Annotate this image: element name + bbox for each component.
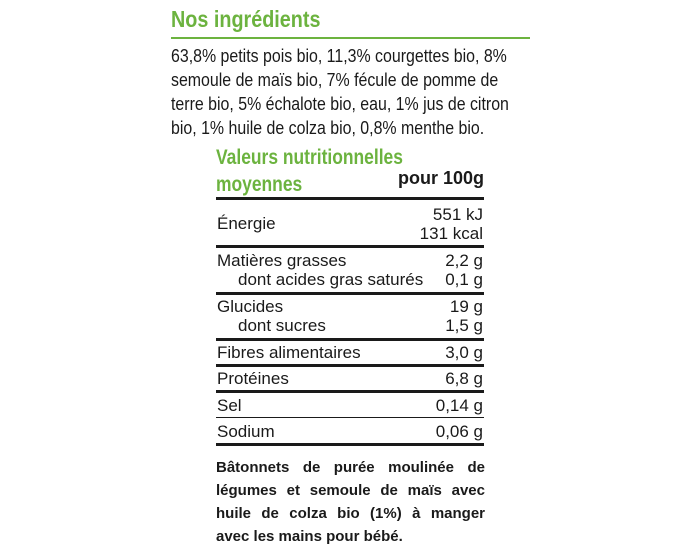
- ingredients-line: bio, 1% huile de colza bio, 0,8% menthe bio.: [171, 118, 485, 138]
- energy-label: Énergie: [217, 214, 276, 233]
- description-word: manger: [430, 505, 485, 522]
- saturated-fat-label: dont acides gras saturés: [238, 270, 424, 289]
- sodium-label: Sodium: [217, 422, 275, 441]
- description-word: et: [286, 482, 300, 499]
- description-word: bio: [337, 505, 360, 522]
- description-line: [216, 456, 485, 479]
- energy-kj-value: 551 kJ: [432, 205, 483, 224]
- fat-value: 2,2 g: [445, 251, 483, 270]
- description-word: colza: [289, 505, 327, 522]
- table-rule: [216, 245, 484, 248]
- product-description: [216, 456, 485, 548]
- description-word: de: [302, 459, 321, 476]
- carbs-label: Glucides: [217, 297, 284, 316]
- description-line: [216, 502, 485, 525]
- ingredients-line: semoule de maïs bio, 7% fécule de pomme de: [171, 70, 499, 90]
- energy-kcal-value: 131 kcal: [419, 224, 483, 243]
- salt-label: Sel: [217, 396, 242, 415]
- description-word: de: [261, 505, 279, 522]
- ingredients-list: [171, 44, 531, 140]
- protein-label: Protéines: [217, 369, 289, 388]
- table-rule-bottom: [216, 443, 484, 446]
- salt-value: 0,14 g: [435, 396, 483, 415]
- protein-value: 6,8 g: [445, 369, 483, 388]
- description-word: Bâtonnets: [216, 459, 290, 476]
- ingredients-line: 63,8% petits pois bio, 11,3% courgettes bio, 8%: [171, 46, 507, 66]
- ingredients-line: terre bio, 5% échalote bio, eau, 1% jus de citron: [171, 94, 509, 114]
- fibre-label: Fibres alimentaires: [217, 343, 361, 362]
- description-line: [216, 479, 485, 502]
- table-rule: [216, 390, 484, 393]
- fibre-value: 3,0 g: [445, 343, 483, 362]
- ingredients-title: Nos ingrédients: [171, 6, 321, 32]
- description-word: maïs: [407, 482, 442, 499]
- table-rule: [216, 417, 484, 418]
- description-word: (1%): [370, 505, 402, 522]
- fat-label: Matières grasses: [217, 251, 347, 270]
- description-word: moulinée: [388, 459, 454, 476]
- table-rule: [216, 338, 484, 341]
- ingredients-divider: [171, 37, 530, 39]
- table-rule: [216, 292, 484, 295]
- description-word: semoule: [309, 482, 371, 499]
- description-word: huile: [216, 505, 252, 522]
- table-rule-top: [216, 197, 484, 200]
- description-word: avec les mains pour bébé.: [216, 528, 403, 545]
- description-word: légumes: [216, 482, 277, 499]
- nutrition-title-line: Valeurs nutritionnelles: [216, 146, 403, 169]
- sodium-value: 0,06 g: [435, 422, 483, 441]
- description-word: purée: [333, 459, 375, 476]
- sugars-value: 1,5 g: [445, 316, 483, 335]
- description-word: avec: [451, 482, 485, 499]
- description-line: [216, 525, 485, 548]
- description-word: de: [467, 459, 485, 476]
- description-word: de: [380, 482, 398, 499]
- saturated-fat-value: 0,1 g: [445, 270, 483, 289]
- description-word: à: [412, 505, 421, 522]
- sugars-label: dont sucres: [238, 316, 326, 335]
- carbs-value: 19 g: [449, 297, 483, 316]
- nutrition-title-line: moyennes: [216, 173, 303, 196]
- table-rule: [216, 364, 484, 367]
- per-100g-header: pour 100g: [397, 168, 484, 188]
